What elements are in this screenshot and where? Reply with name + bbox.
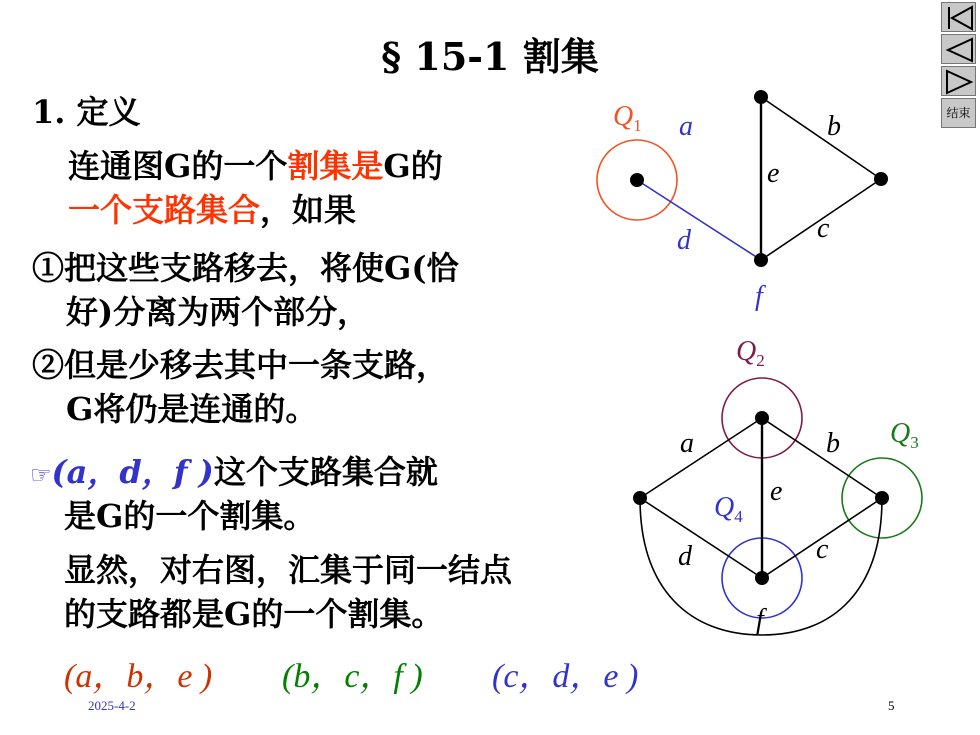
graph-node — [755, 411, 769, 425]
graph-node — [754, 253, 768, 267]
example-line-1 — [30, 452, 438, 495]
label-q4: $Q_4$ — [714, 492, 743, 526]
definition-text: ，如果 — [260, 191, 357, 229]
definition-line-2 — [68, 190, 356, 230]
definition-line-1 — [68, 146, 443, 186]
page-title: § 15-1 割集 — [381, 34, 599, 79]
cutset-2: (b，c，f ) — [282, 658, 423, 695]
label-q3: $Q_3$ — [890, 418, 919, 452]
cutset-1: (a，b，e ) — [64, 658, 213, 695]
label-e: e — [770, 476, 783, 507]
next-slide-button[interactable] — [941, 66, 976, 96]
page-number: 5 — [888, 698, 895, 713]
graph-node — [874, 172, 888, 186]
definition-highlight: 一个支路集合 — [68, 191, 261, 229]
definition-highlight: 割集是 — [287, 147, 384, 185]
label-b: b — [826, 428, 840, 459]
graph-node — [754, 90, 768, 104]
condition-1-line-2: 好)分离为两个部分， — [66, 293, 370, 331]
section-number: 1. — [32, 93, 66, 131]
label-e: e — [767, 158, 780, 189]
example-set: (a，d，f ) — [51, 453, 214, 491]
next-slide-icon — [942, 67, 977, 97]
graph-node — [633, 491, 647, 505]
edge-a — [640, 418, 762, 498]
condition-2-line-2: G将仍是连通的。 — [66, 390, 318, 428]
hand-pointer-icon: ☞ — [30, 461, 52, 489]
label-q2: $Q_2$ — [736, 336, 765, 370]
remark-line-1: 显然，对右图，汇集于同一结点 — [64, 551, 513, 589]
edge-d — [640, 498, 762, 578]
first-slide-icon — [942, 3, 977, 33]
condition-2-line-1: ②但是少移去其中一条支路， — [32, 346, 449, 384]
condition-1-line-1: ①把这些支路移去，将使G(恰 — [32, 249, 459, 287]
graph-node — [875, 491, 889, 505]
label-a: a — [679, 111, 693, 142]
cutset-3: (c，d，e ) — [492, 658, 639, 695]
example-line-2: 是G的一个割集。 — [64, 497, 316, 535]
first-slide-button[interactable] — [941, 2, 976, 32]
label-d: d — [678, 541, 692, 572]
label-f: f — [755, 281, 763, 312]
label-c: c — [817, 213, 830, 244]
previous-slide-button[interactable] — [941, 34, 976, 64]
graph-node — [755, 571, 769, 585]
definition-text: 连通图G的一个 — [68, 147, 288, 185]
label-f: f — [756, 604, 764, 635]
graph-top — [585, 85, 915, 320]
footer-date: 2025-4-2 — [88, 698, 136, 713]
graph-node — [630, 173, 644, 187]
section-heading — [32, 92, 141, 132]
label-a: a — [680, 428, 694, 459]
graph-bottom — [590, 330, 930, 645]
edge-d — [637, 180, 761, 260]
label-q1: $Q_1$ — [613, 101, 642, 135]
definition-text: G的 — [383, 147, 443, 185]
remark-line-2: 的支路都是G的一个割集。 — [64, 595, 444, 633]
example-text: 这个支路集合就 — [213, 453, 438, 491]
section-label: 定义 — [76, 93, 141, 131]
previous-slide-icon — [942, 35, 977, 65]
label-c: c — [816, 534, 829, 565]
label-b: b — [827, 111, 841, 142]
label-d: d — [677, 225, 691, 256]
end-button[interactable]: 结束 — [941, 98, 976, 128]
